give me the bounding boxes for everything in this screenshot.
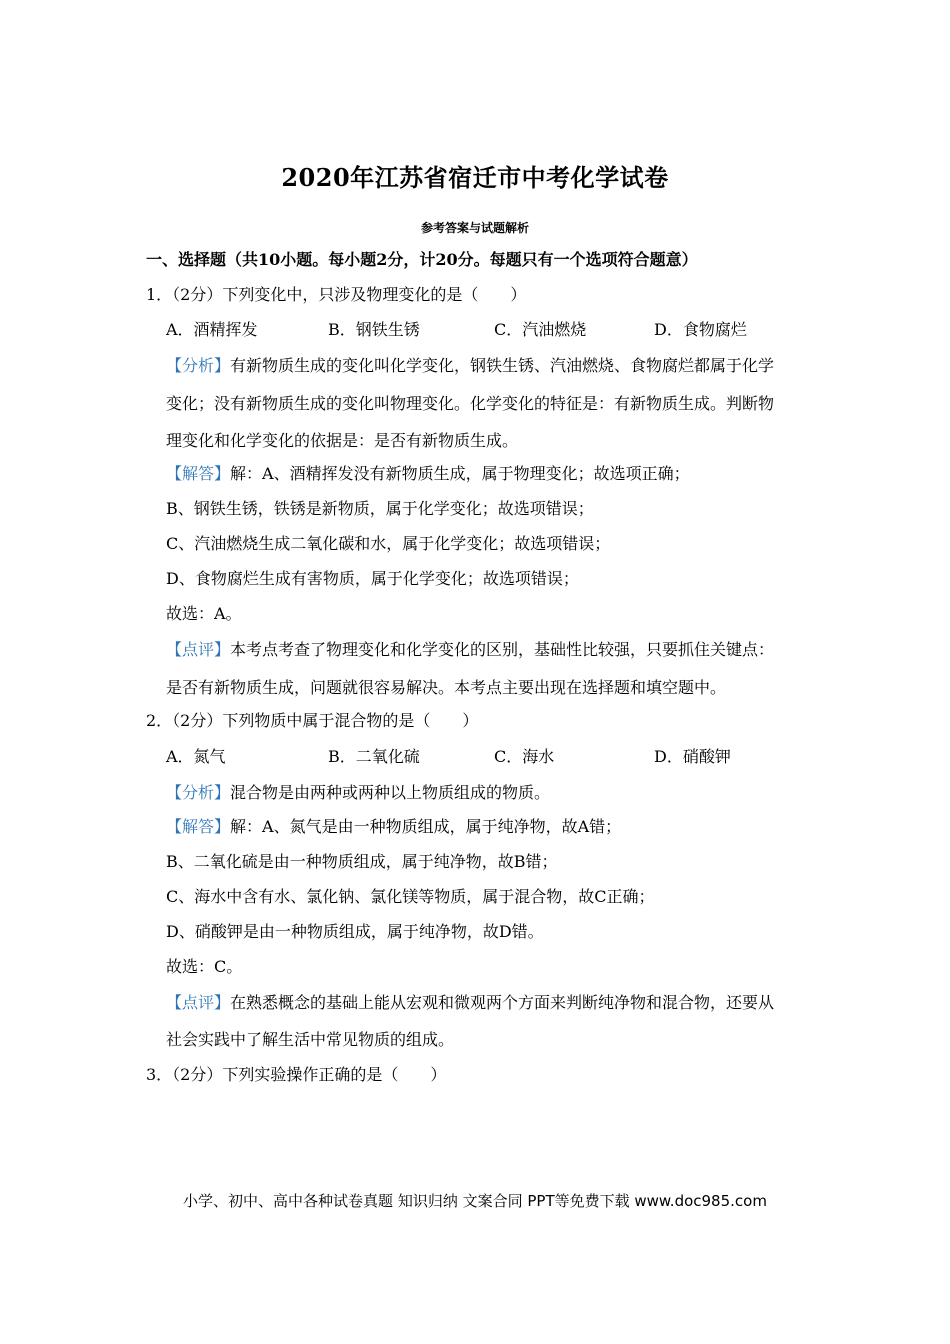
question-3-stem: 3．（2分）下列实验操作正确的是（ ）	[146, 1065, 447, 1084]
q1-option-b: B．钢铁生锈	[328, 320, 420, 339]
answer-tag: 【解答】	[166, 464, 231, 483]
q1-comment-line: 是否有新物质生成，问题就很容易解决。本考点主要出现在选择题和填空题中。	[166, 678, 727, 697]
question-1-stem: 1．（2分）下列变化中，只涉及物理变化的是（ ）	[146, 285, 527, 304]
page-subtitle: 参考答案与试题解析	[420, 221, 529, 235]
q2-comment-line	[166, 991, 774, 1015]
q2-option-d: D．硝酸钾	[654, 747, 731, 766]
q1-comment-line	[166, 638, 774, 662]
q1-answer-line: B、钢铁生锈，铁锈是新物质，属于化学变化；故选项错误；	[166, 499, 594, 518]
q2-analysis-line	[166, 781, 550, 805]
q2-answer-line: C、海水中含有水、氯化钠、氯化镁等物质，属于混合物，故C正确；	[166, 887, 655, 906]
q2-answer-line	[166, 815, 621, 839]
q1-analysis-text: 有新物质生成的变化叫化学变化，钢铁生锈、汽油燃烧、食物腐烂都属于化学	[230, 356, 775, 375]
q1-option-c: C．汽油燃烧	[494, 320, 587, 339]
question-2-options	[166, 745, 806, 769]
q1-analysis-line: 变化；没有新物质生成的变化叫物理变化。化学变化的特征是：有新物质生成。判断物	[166, 394, 775, 413]
question-2-stem: 2．（2分）下列物质中属于混合物的是（ ）	[146, 711, 479, 730]
q1-answer-line	[166, 462, 690, 486]
page-title: 2020年江苏省宿迁市中考化学试卷	[281, 163, 669, 192]
q2-option-c: C．海水	[494, 747, 555, 766]
q1-comment-text: 本考点考查了物理变化和化学变化的区别，基础性比较强，只要抓住关键点：	[230, 640, 775, 659]
q1-option-d: D．食物腐烂	[654, 320, 747, 339]
q1-answer-text: 解：A、酒精挥发没有新物质生成，属于物理变化；故选项正确；	[230, 464, 690, 483]
q1-answer-line: 故选：A。	[166, 604, 242, 623]
q2-answer-line: D、硝酸钾是由一种物质组成，属于纯净物，故D错。	[166, 922, 544, 941]
analysis-tag: 【分析】	[166, 356, 231, 375]
comment-tag: 【点评】	[166, 640, 231, 659]
question-1-options	[166, 318, 806, 342]
q2-answer-line: 故选：C。	[166, 957, 243, 976]
page-footer: 小学、初中、高中各种试卷真题 知识归纳 文案合同 PPT等免费下载 www.doc985.com	[183, 1192, 767, 1210]
q1-option-a: A．酒精挥发	[166, 320, 258, 339]
q2-comment-text: 在熟悉概念的基础上能从宏观和微观两个方面来判断纯净物和混合物，还要从	[230, 993, 775, 1012]
q2-option-a: A．氮气	[166, 747, 226, 766]
q2-option-b: B．二氧化硫	[328, 747, 420, 766]
q2-analysis-text: 混合物是由两种或两种以上物质组成的物质。	[230, 783, 551, 802]
q1-answer-line: D、食物腐烂生成有害物质，属于化学变化；故选项错误；	[166, 569, 579, 588]
q1-answer-line: C、汽油燃烧生成二氧化碳和水，属于化学变化；故选项错误；	[166, 534, 611, 553]
q2-comment-line: 社会实践中了解生活中常见物质的组成。	[166, 1030, 455, 1049]
q2-answer-text: 解：A、氮气是由一种物质组成，属于纯净物，故A错；	[230, 817, 622, 836]
q1-analysis-line: 理变化和化学变化的依据是：是否有新物质生成。	[166, 431, 519, 450]
q1-analysis-line	[166, 354, 774, 378]
comment-tag: 【点评】	[166, 993, 231, 1012]
analysis-tag: 【分析】	[166, 783, 231, 802]
answer-tag: 【解答】	[166, 817, 231, 836]
section-heading: 一、选择题（共10小题。每小题2分，计20分。每题只有一个选项符合题意）	[146, 250, 698, 269]
q2-answer-line: B、二氧化硫是由一种物质组成，属于纯净物，故B错；	[166, 852, 558, 871]
